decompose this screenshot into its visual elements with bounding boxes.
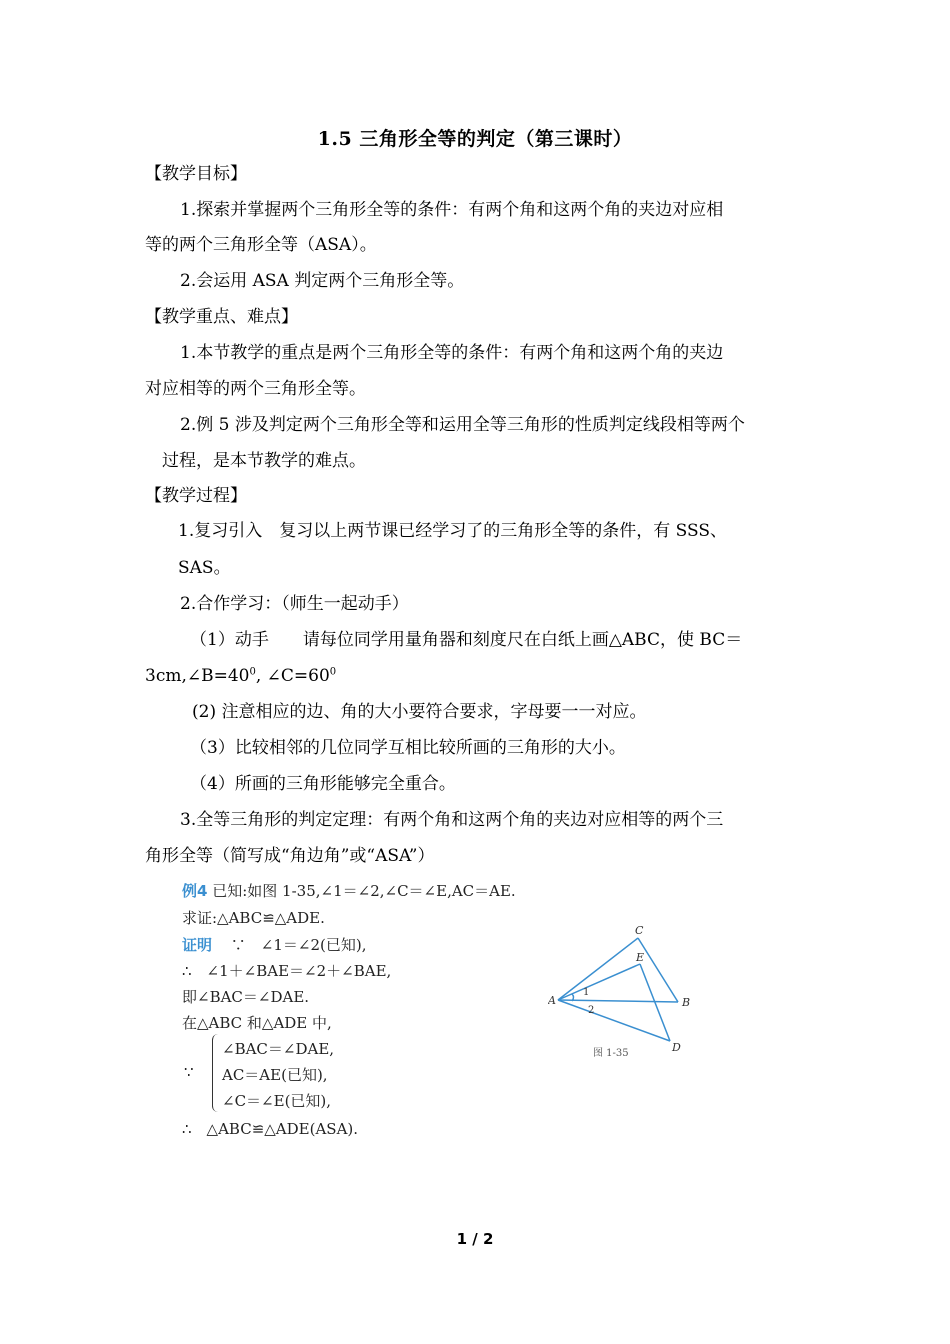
angle-1-label: 1: [583, 987, 590, 998]
triangle-lines: [558, 938, 678, 1041]
segment-cb: [638, 938, 678, 1002]
label-d: D: [672, 1041, 681, 1054]
step-1-text-a: 3cm,∠B=40: [145, 666, 250, 686]
process-2-step-2: (2) 注意相应的边、角的大小要符合要求，字母要一一对应。: [192, 702, 647, 722]
example-4-figure-block: [178, 876, 718, 1146]
angle-2-label: 2: [588, 1005, 595, 1016]
figure-caption: 图 1-35: [593, 1048, 629, 1059]
key-1-line-1: 1.本节教学的重点是两个三角形全等的条件：有两个角和这两个角的夹边: [180, 343, 724, 363]
process-1-line-2: SAS。: [178, 558, 231, 578]
process-2: 2.合作学习：（师生一起动手）: [180, 594, 409, 614]
proof-line-4: 在△ABC 和△ADE 中,: [182, 1014, 332, 1032]
proof-line-3: 即∠BAC＝∠DAE.: [182, 988, 310, 1006]
segment-ad: [558, 1000, 670, 1041]
brace-line-3: ∠C＝∠E(已知),: [222, 1092, 332, 1110]
process-2-step-4: （4）所画的三角形能够完全重合。: [190, 774, 456, 794]
process-2-step-1-line-2: [145, 664, 336, 688]
key-1-line-2: 对应相等的两个三角形全等。: [145, 379, 366, 399]
key-2-line-1: 2.例 5 涉及判定两个三角形全等和运用全等三角形的性质判定线段相等两个: [180, 415, 745, 435]
system-brace: [212, 1034, 221, 1112]
goal-1-line-2: 等的两个三角形全等（ASA）。: [145, 235, 377, 255]
segment-ab: [558, 1000, 678, 1002]
example-given: 已知:如图 1-35,∠1＝∠2,∠C＝∠E,AC＝AE.: [212, 882, 516, 900]
label-b: B: [682, 996, 691, 1009]
page-number: 1 / 2: [456, 1230, 494, 1248]
process-3-line-1: 3.全等三角形的判定定理：有两个角和这两个角的夹边对应相等的两个三: [180, 810, 724, 830]
segment-ae: [558, 964, 640, 1000]
process-2-step-3: （3）比较相邻的几位同学互相比较所画的三角形的大小。: [190, 738, 626, 758]
process-heading: 【教学过程】: [145, 486, 247, 506]
degree-sup-2: 0: [329, 666, 337, 678]
brace-line-2: AC＝AE(已知),: [222, 1066, 328, 1084]
process-1-line-1: 1.复习引入 复习以上两节课已经学习了的三角形全等的条件，有 SSS、: [178, 521, 727, 541]
key-2-line-2: 过程，是本节教学的难点。: [162, 451, 366, 471]
because-symbol: ∵: [184, 1063, 194, 1081]
process-2-step-1-line-1: （1）动手 请每位同学用量角器和刻度尺在白纸上画△ABC，使 BC＝: [190, 630, 743, 650]
degree-sup-1: 0: [249, 666, 256, 678]
step-1-text-b: , ∠C=60: [255, 666, 330, 686]
angle-arc: [572, 994, 574, 1001]
brace-line-1: ∠BAC＝∠DAE,: [222, 1040, 335, 1058]
key-points-heading: 【教学重点、难点】: [145, 307, 298, 327]
example-prove: 求证:△ABC≌△ADE.: [182, 909, 325, 927]
label-e: E: [636, 951, 645, 964]
proof-l1: ∵ ∠1＝∠2(已知),: [230, 936, 367, 954]
page-title: 1.5 三角形全等的判定（第三课时）: [317, 128, 633, 150]
label-c: C: [635, 924, 644, 937]
proof-tag: 证明: [182, 936, 213, 954]
proof-line-2: ∴ ∠1＋∠BAE＝∠2＋∠BAE,: [182, 962, 392, 980]
example-tag: 例4: [182, 882, 208, 900]
process-3-line-2: 角形全等（简写成“角边角”或“ASA”）: [145, 846, 435, 866]
triangle-figure-1-35: [548, 924, 708, 1064]
proof-line-1: [182, 934, 367, 955]
label-a: A: [548, 994, 556, 1007]
goal-1-line-1: 1.探索并掌握两个三角形全等的条件：有两个角和这两个角的夹边对应相: [180, 200, 724, 220]
goal-2: 2.会运用 ASA 判定两个三角形全等。: [180, 271, 465, 291]
proof-conclusion: ∴ △ABC≌△ADE(ASA).: [182, 1120, 359, 1138]
example-given-line: [182, 880, 516, 901]
goals-heading: 【教学目标】: [145, 164, 247, 184]
segment-ac: [558, 938, 638, 1000]
